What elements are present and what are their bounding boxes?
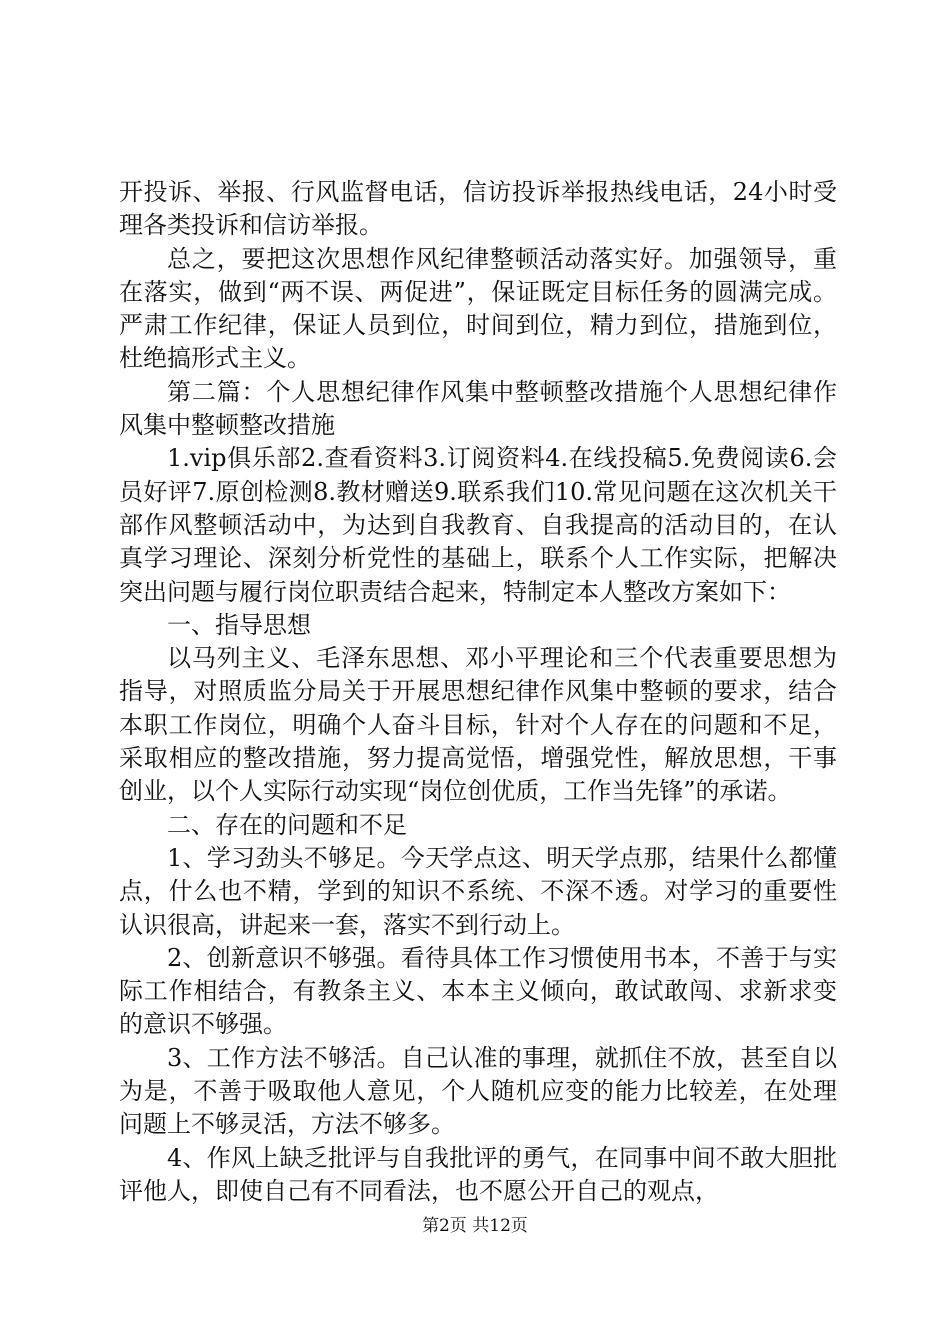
paragraph-problem-2: 2、创新意识不够强。看待具体工作习惯使用书本，不善于与实际工作相结合，有教条主义、本本主义倾向，敢试敢闯、求新求变的意识不够强。 [119, 943, 837, 1039]
heading-guiding-ideology: 一、指导思想 [167, 610, 311, 639]
paragraph-problem-1: 1、学习劲头不够足。今天学点这、明天学点那，结果什么都懂点，什么也不精，学到的知识不系统、不深不透。对学习的重要性认识很高，讲起来一套，落实不到行动上。 [119, 843, 837, 939]
paragraph-hotline: 开投诉、举报、行风监督电话，信访投诉举报热线电话，24小时受理各类投诉和信访举报。 [119, 178, 837, 240]
paragraph-problem-3: 3、工作方法不够活。自己认准的事理，就抓住不放，甚至自以为是，不善于吸取他人意见，个人随机应变的能力比较差，在处理问题上不够灵活，方法不够多。 [119, 1043, 837, 1139]
paragraph-summary: 总之，要把这次思想作风纪律整顿活动落实好。加强领导，重在落实，做到“两不误、两促进”，保证既定目标任务的圆满完成。严肃工作纪律，保证人员到位，时间到位，精力到位，措施到位，杜绝搞形式主义。 [119, 244, 837, 373]
document-body [119, 176, 837, 1208]
paragraph-problem-4: 4、作风上缺乏批评与自我批评的勇气，在同事中间不敢大胆批评他人，即使自己有不同看法，也不愿公开自己的观点， [119, 1143, 837, 1205]
paragraph-site-menu-intro: 1.vip俱乐部2.查看资料3.订阅资料4.在线投稿5.免费阅读6.会员好评7.原创检测8.教材赠送9.联系我们10.常见问题在这次机关干部作风整顿活动中，为达到自我教育、自我提高的活动目的，在认真学习理论、深刻分析党性的基础上，联系个人工作实际，把解决突出问题与履行岗位职责结合起来，特制定本人整改方案如下： [119, 444, 837, 606]
heading-problems: 二、存在的问题和不足 [167, 810, 407, 839]
section-heading-part-two: 第二篇：个人思想纪律作风集中整顿整改措施个人思想纪律作风集中整顿整改措施 [119, 377, 837, 440]
page-number-footer: 第2页 共12页 [422, 1216, 528, 1236]
paragraph-guiding-ideology: 以马列主义、毛泽东思想、邓小平理论和三个代表重要思想为指导，对照质监分局关于开展思想纪律作风集中整顿的要求，结合本职工作岗位，明确个人奋斗目标，针对个人存在的问题和不足，采取相应的整改措施，努力提高觉悟，增强党性，解放思想，干事创业，以个人实际行动实现“岗位创优质，工作当先锋”的承诺。 [119, 644, 837, 806]
